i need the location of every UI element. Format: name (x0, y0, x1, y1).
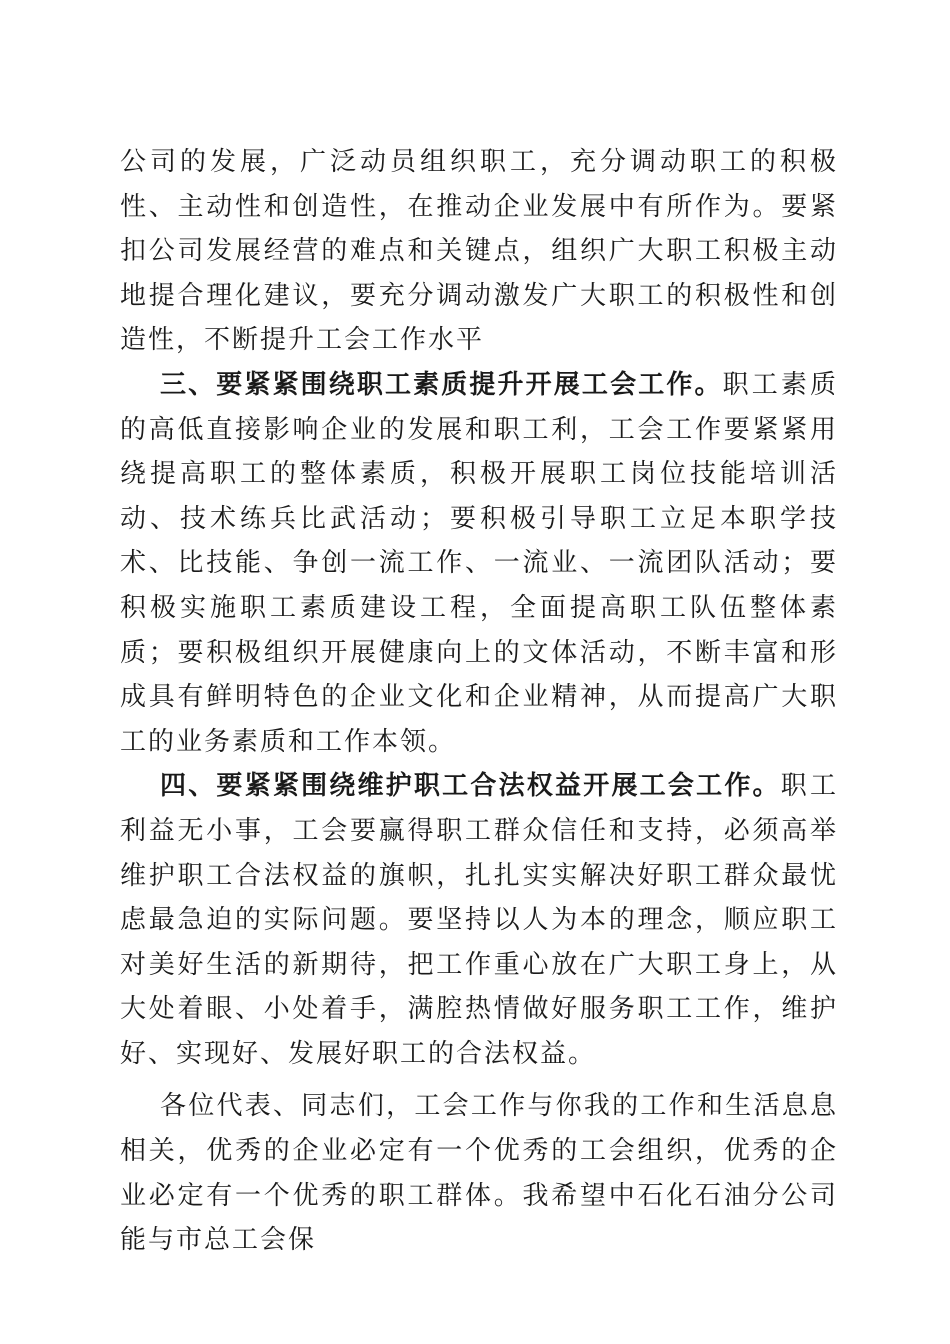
section-3-body: 职工素质的高低直接影响企业的发展和职工利，工会工作要紧紧用绕提高职工的整体素质，积极开展职工岗位技能培训活动、技术练兵比武活动；要积极引导职工立足本职学技术、比技能、争创一流工作、一流业、一流团队活动；要积极实施职工素质建设工程，全面提高职工队伍整体素质；要积极组织开展健康向上的文体活动，不断丰富和形成具有鲜明特色的企业文化和企业精神，从而提高广大职工的业务素质和工作本领。 (120, 369, 838, 757)
section-3-heading: 三、要紧紧围绕职工素质提升开展工会工作。 (160, 369, 723, 400)
paragraph-continuation: 公司的发展，广泛动员组织职工，充分调动职工的积极性、主动性和创造性，在推动企业发展中有所作为。要紧扣公司发展经营的难点和关键点，组织广大职工积极主动地提合理化建议，要充分调动激发广大职工的积极性和创造性，不断提升工会工作水平 (120, 147, 838, 356)
section-4-body: 职工利益无小事，工会要赢得职工群众信任和支持，必须高举维护职工合法权益的旗帜，扎扎实实解决好职工群众最忧虑最急迫的实际问题。要坚持以人为本的理念，顺应职工对美好生活的新期待，把工作重心放在广大职工身上，从大处着眼、小处着手，满腔热情做好服务职工工作，维护好、实现好、发展好职工的合法权益。 (120, 771, 838, 1069)
section-4-heading: 四、要紧紧围绕维护职工合法权益开展工会工作。 (160, 771, 781, 802)
section-4-paragraph (120, 764, 838, 1076)
section-3-paragraph (120, 363, 838, 764)
document-body (120, 140, 838, 1263)
closing-paragraph: 各位代表、同志们，工会工作与你我的工作和生活息息相关，优秀的企业必定有一个优秀的工会组织，优秀的企业必定有一个优秀的职工群体。我希望中石化石油分公司能与市总工会保 (120, 1091, 838, 1256)
